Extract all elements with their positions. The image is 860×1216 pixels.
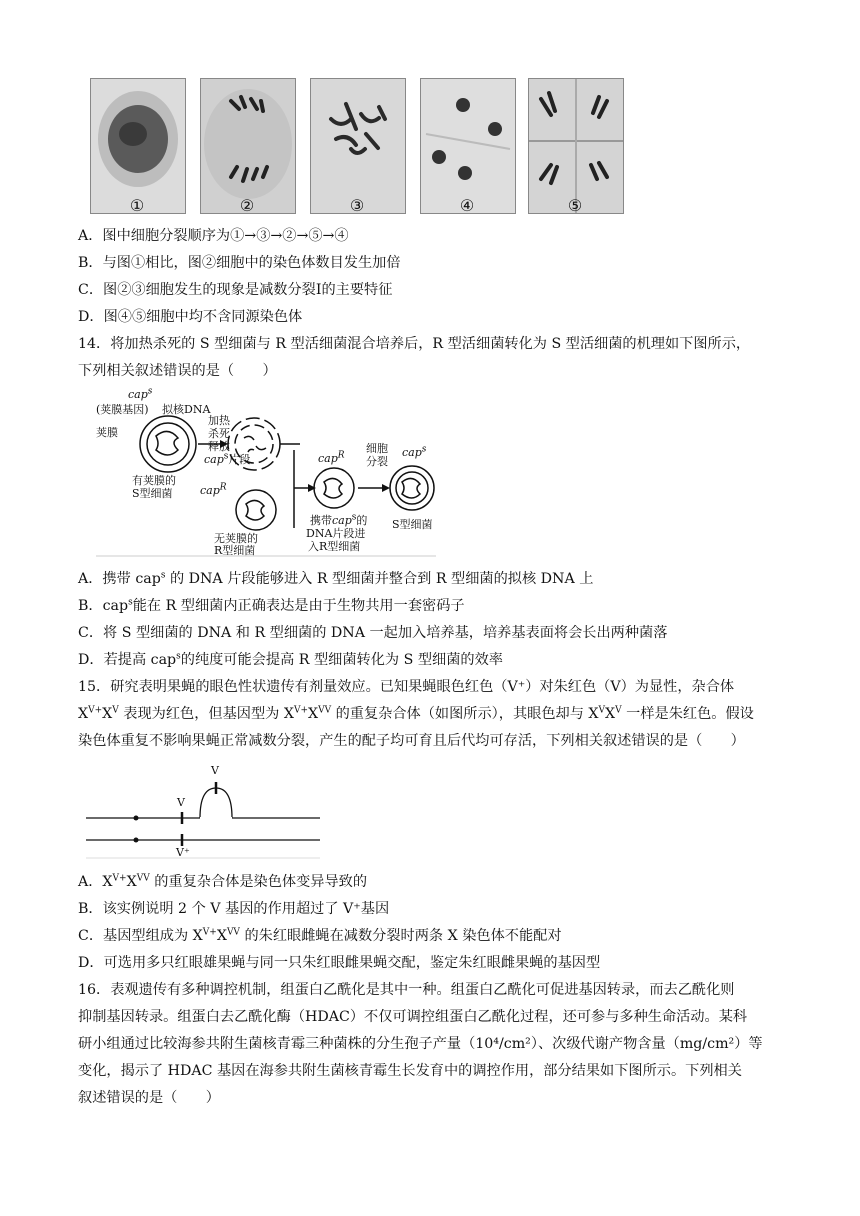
- q15-label-v-mid: V: [177, 796, 185, 809]
- q14-stem-line-1: 14．将加热杀死的 S 型细菌与 R 型活细菌混合培养后，R 型活细菌转化为 S 型活细菌的机理如下图所示，: [78, 336, 751, 352]
- q14-label-no-capsule-2: R型细菌: [214, 544, 256, 557]
- micrograph-2: [200, 78, 296, 214]
- micrograph-4: [420, 78, 516, 214]
- q14-label-capsule: 荚膜: [96, 426, 118, 439]
- micrograph-label-3: ③: [349, 196, 365, 215]
- q14-label-nucleoid-dna: 拟核DNA: [162, 403, 211, 416]
- q14-option-c: C．将 S 型细菌的 DNA 和 R 型细菌的 DNA 一起加入培养基，培养基表面将会长出两种菌落: [78, 625, 668, 641]
- q15-option-a: A．$X^{V+}X^{VV}$ 的重复杂合体是染色体变异导致的: [78, 873, 368, 890]
- q14-label-cap-s-right: cap$^s$: [402, 444, 427, 459]
- micrograph-label-2: ②: [239, 196, 255, 215]
- q14-label-capsule-gene: (荚膜基因): [96, 403, 149, 416]
- micrograph-1-image: [91, 79, 185, 213]
- q15-stem-line-1: 15．研究表明果蝇的眼色性状遗传有剂量效应。已知果蝇眼色红色（V⁺）对朱红色（V）为显性，杂合体: [78, 679, 735, 695]
- micrograph-1: [90, 78, 186, 214]
- q13-option-b: B．与图①相比，图②细胞中的染色体数目发生加倍: [78, 255, 401, 271]
- q16-line-3: 研小组通过比较海参共附生菌核青霉三种菌株的分生孢子产量（10⁴/cm²）、次级代谢产物含量（mg/cm²）等: [78, 1036, 763, 1052]
- q14-label-cap-r-left: cap$^R$: [200, 482, 227, 497]
- micrograph-label-1: ①: [129, 196, 145, 215]
- q15-stem-line-2: $X^{V+}X^V$ 表现为红色，但基因型为 $X^{V+}X^{VV}$ 的重复杂合体（如图所示），其眼色却与 $X^VX^V$ 一样是朱红色。假设: [78, 705, 754, 722]
- micrograph-label-4: ④: [459, 196, 475, 215]
- q14-label-cell-division-2: 分裂: [366, 455, 388, 468]
- q15-option-b: B．该实例说明 2 个 V 基因的作用超过了 V⁺基因: [78, 901, 390, 917]
- q14-option-d: D．若提高 cap$^s$的纯度可能会提高 R 型细菌转化为 S 型细菌的效率: [78, 651, 503, 668]
- q14-label-carry-1: 携带cap$^s$的: [310, 512, 368, 527]
- q14-label-carry-3: DNA片段进: [306, 527, 366, 540]
- q14-label-cap-r-mid: cap$^R$: [318, 450, 345, 465]
- micrograph-3-image: [311, 79, 405, 213]
- q15-option-d: D．可选用多只红眼雄果蝇与同一只朱红眼雌果蝇交配，鉴定朱红眼雌果蝇的基因型: [78, 955, 601, 971]
- q14-label-no-capsule-1: 无荚膜的: [214, 532, 258, 545]
- q16-line-5: 叙述错误的是（ ）: [78, 1090, 220, 1106]
- q15-option-c: C．基因型组成为 $X^{V+}X^{VV}$ 的朱红眼雌蝇在减数分裂时两条 X 染色体不能配对: [78, 927, 562, 944]
- micrograph-label-5: ⑤: [567, 196, 583, 215]
- q13-option-c: C．图②③细胞发生的现象是减数分裂Ⅰ的主要特征: [78, 282, 393, 298]
- q15-chromosome-diagram: [86, 758, 320, 862]
- q14-label-with-capsule-2: S型细菌: [132, 487, 173, 500]
- q14-option-a: A．携带 cap$^s$ 的 DNA 片段能够进入 R 型细菌并整合到 R 型细菌的拟核 DNA 上: [78, 570, 594, 587]
- q14-label-carry-4: 入R型细菌: [308, 540, 361, 553]
- q15-stem-line-3: 染色体重复不影响果蝇正常减数分裂，产生的配子均可育且后代均可存活，下列相关叙述错误的是（ ）: [78, 733, 745, 749]
- micrograph-5: [528, 78, 624, 214]
- micrograph-2-image: [201, 79, 295, 213]
- q14-label-s-bacteria: S型细菌: [392, 518, 433, 531]
- q14-label-with-capsule-1: 有荚膜的: [132, 474, 176, 487]
- q14-label-kill: 杀死: [208, 427, 230, 440]
- micrograph-5-image: [529, 79, 623, 213]
- q16-line-2: 抑制基因转录。组蛋白去乙酰化酶（HDAC）不仅可调控组蛋白乙酰化过程，还可参与多种生命活动。某科: [78, 1009, 748, 1025]
- q14-figure: [96, 388, 436, 558]
- q14-option-b: B．cap$^s$能在 R 型细菌内正确表达是由于生物共用一套密码子: [78, 597, 465, 614]
- q13-option-a: A．图中细胞分裂顺序为①→③→②→⑤→④: [78, 228, 349, 244]
- q14-stem-line-2: 下列相关叙述错误的是（ ）: [78, 363, 277, 379]
- q14-label-cap-s: cap$^s$: [128, 386, 153, 401]
- q15-label-vplus: V⁺: [176, 846, 190, 859]
- q16-line-4: 变化，揭示了 HDAC 基因在海参共附生菌核青霉生长发育中的调控作用，部分结果如下图所示。下列相关: [78, 1063, 742, 1079]
- q14-label-cell-division-1: 细胞: [366, 442, 388, 455]
- q16-line-1: 16．表观遗传有多种调控机制，组蛋白乙酰化是其中一种。组蛋白乙酰化可促进基因转录，而去乙酰化则: [78, 982, 735, 998]
- q15-label-v-top: V: [211, 764, 219, 777]
- q13-option-d: D．图④⑤细胞中均不含同源染色体: [78, 309, 303, 325]
- q14-label-heat: 加热: [208, 414, 230, 427]
- q14-label-fragment: cap$^s$片段: [204, 451, 251, 466]
- q14-label-release: 释放: [208, 440, 230, 453]
- q15-figure: [86, 758, 320, 862]
- micrograph-3: [310, 78, 406, 214]
- micrograph-4-image: [421, 79, 515, 213]
